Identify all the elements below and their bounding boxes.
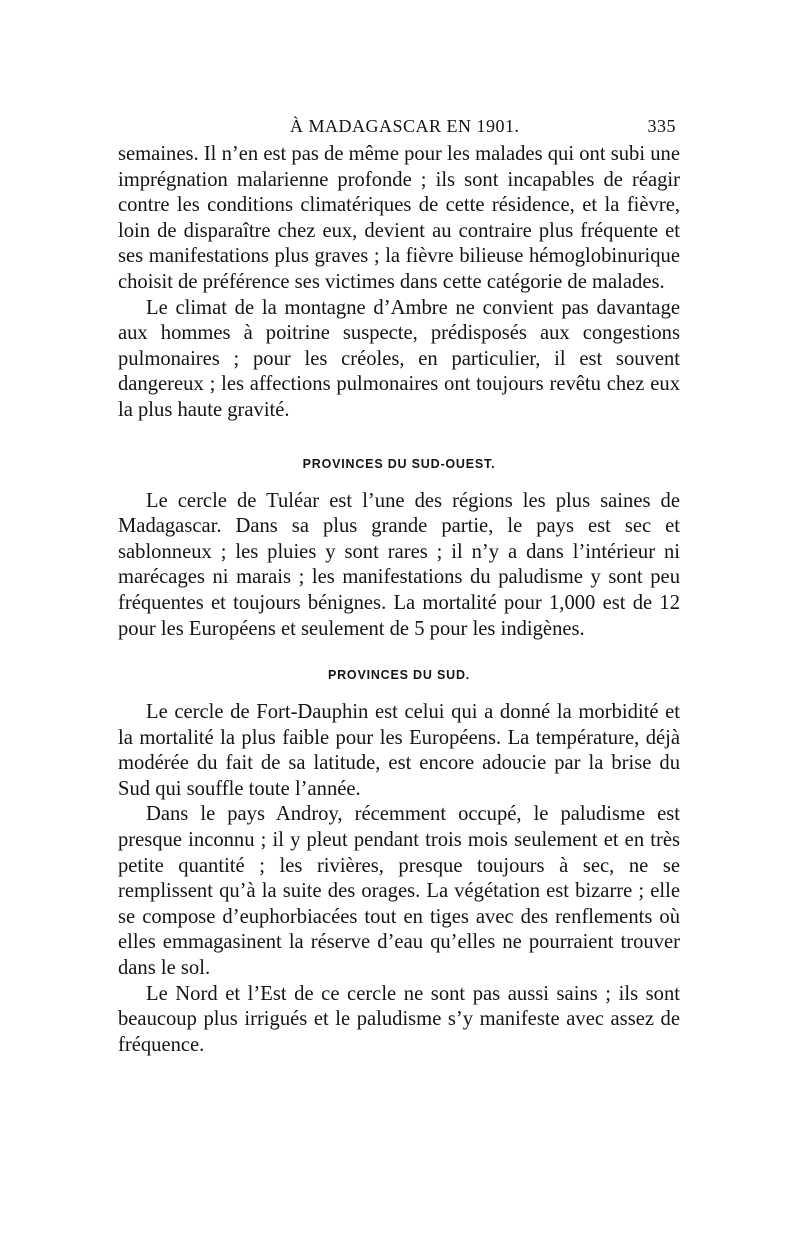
paragraph-tulear: Le cercle de Tuléar est l’une des régions les plus saines de Madagascar. Dans sa plus grande partie, le pays est sec et sablonneux ; les pluies y sont rares ; il n’y a dans l’intérieur ni marécages ni marais ; les manifestations du paludisme y sont peu fréquentes et toujours bénignes. La mortalité pour 1,000 est de 12 pour les Européens et seulement de 5 pour les indigènes.: [118, 489, 680, 640]
section-heading-sud-ouest: PROVINCES DU SUD-OUEST.: [302, 456, 496, 471]
paragraph-androy: Dans le pays Androy, récemment occupé, le paludisme est presque inconnu ; il y pleut pendant trois mois seulement et en très petite quantité ; les rivières, presque toujours à sec, ne se remplissent qu’à la suite des orages. La végétation est bizarre ; elle se compose d’euphorbiacées tout en tiges avec des renflements où elles emmagasinent la réserve d’eau qu’elles ne pourraient trouver dans le sol.: [118, 803, 680, 980]
page-number: 335: [647, 116, 676, 136]
book-page: [118, 112, 680, 1058]
paragraph-nord-est: Le Nord et l’Est de ce cercle ne sont pas aussi sains ; ils sont beaucoup plus irrigués et le paludisme s’y manifeste avec assez de fréquence.: [118, 982, 680, 1056]
running-header: [118, 112, 680, 142]
running-title: À MADAGASCAR EN 1901.: [290, 116, 520, 136]
paragraph-fort-dauphin: Le cercle de Fort-Dauphin est celui qui a donné la morbidité et la mortalité la plus faible pour les Européens. La température, déjà modérée du fait de sa latitude, est encore adoucie par la brise du Sud qui souffle toute l’année.: [118, 701, 680, 800]
paragraph-ambre: Le climat de la montagne d’Ambre ne convient pas davantage aux hommes à poitrine suspecte, prédisposés aux congestions pulmonaires ; pour les créoles, en particulier, il est souvent dangereux ; les affections pulmonaires ont toujours revêtu chez eux la plus haute gravité.: [118, 296, 680, 421]
section-heading-sud: PROVINCES DU SUD.: [327, 668, 471, 683]
paragraph-continuation: semaines. Il n’en est pas de même pour les malades qui ont subi une imprégnation malarienne profonde ; ils sont incapables de réagir contre les conditions climatériques de cette résidence, et la fièvre, loin de disparaître chez eux, devient au contraire plus fréquente et ses manifestations plus graves ; la fièvre bilieuse hémoglobinurique choisit de préférence ses victimes dans cette catégorie de malades.: [118, 143, 680, 293]
